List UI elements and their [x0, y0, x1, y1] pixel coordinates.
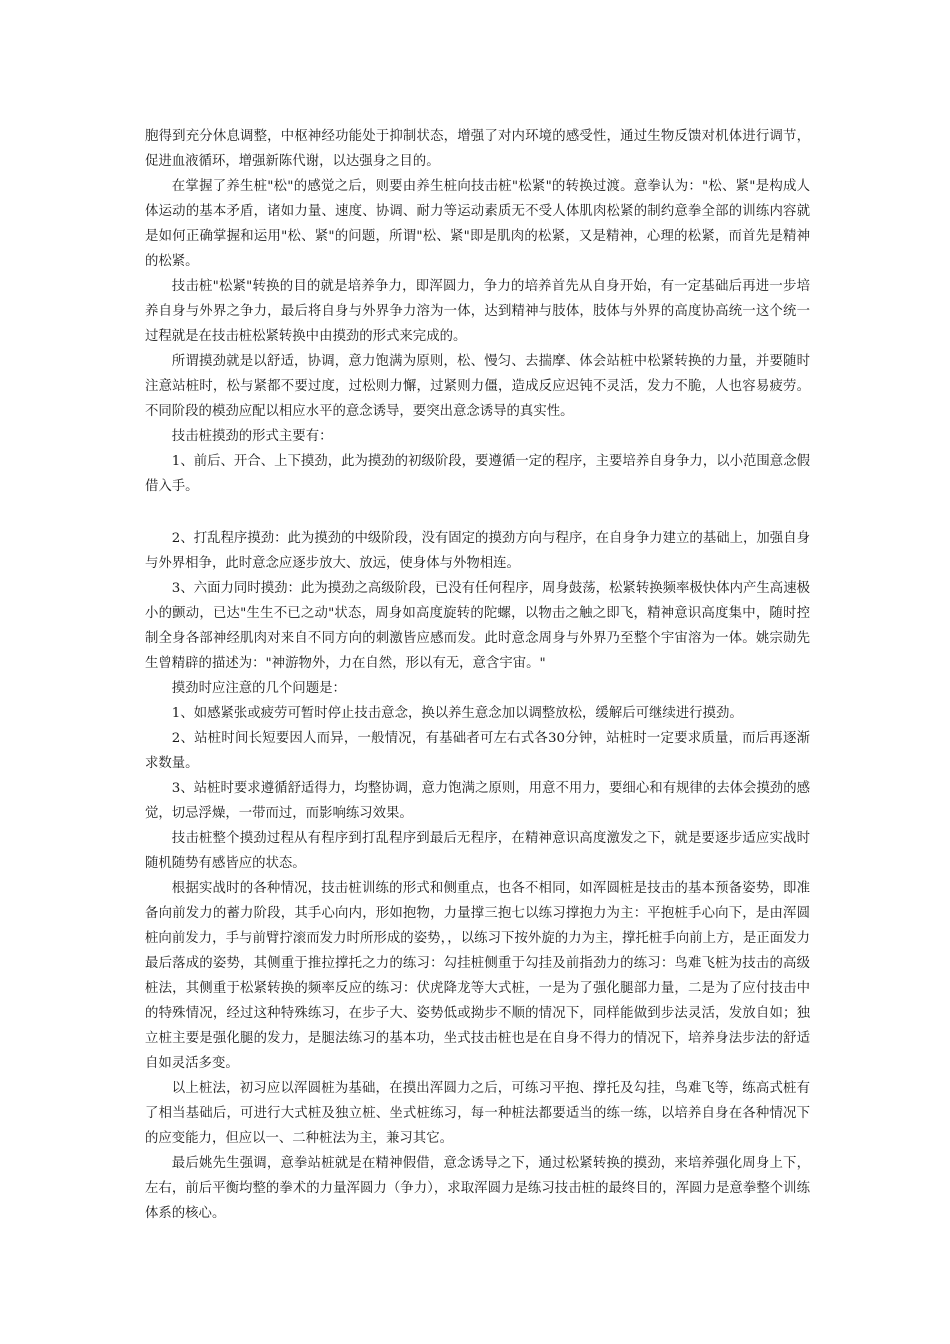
paragraph: 胞得到充分休息调整，中枢神经功能处于抑制状态，增强了对内环境的感受性，通过生物反馈对机体进行调节，促进血液循环，增强新陈代谢，以达强身之目的。 — [145, 129, 810, 169]
paragraph: 以上桩法，初习应以浑圆桩为基础，在摸出浑圆力之后，可练习平抱、撑托及勾挂，鸟难飞等，练高式桩有了相当基础后，可进行大式桩及独立桩、坐式桩练习，每一种桩法都要适当的练一练，以培养自身在各种情况下的应变能力，但应以一、二种桩法为主，兼习其它。 — [145, 1081, 810, 1146]
paragraph: 3、站桩时要求遵循舒适得力，均整协调，意力饱满之原则，用意不用力，要细心和有规律的去体会摸劲的感觉，切忌浮燥，一带而过，而影响练习效果。 — [145, 781, 810, 821]
paragraph: 技击桩"松紧"转换的目的就是培养争力，即浑圆力，争力的培养首先从自身开始，有一定基础后再进一步培养自身与外界之争力，最后将自身与外界争力溶为一体，达到精神与肢体，肢体与外界的高度协高统一这个统一过程就是在技击桩松紧转换中由摸劲的形式来完成的。 — [145, 279, 810, 344]
paragraph: 1、如感紧张或疲劳可暂时停止技击意念，换以养生意念加以调整放松，缓解后可继续进行摸劲。 — [171, 706, 743, 721]
paragraph: 2、站桩时间长短要因人而异，一般情况，有基础者可左右式各30分钟，站桩时一定要求质量，而后再逐渐求数量。 — [145, 731, 810, 771]
paragraph: 根据实战时的各种情况，技击桩训练的形式和侧重点，也各不相同，如浑圆桩是技击的基本预备姿势，即准备向前发力的蓄力阶段，其手心向内，形如抱物，力量撑三抱七以练习撑抱力为主：平抱桩手心向下，是由浑圆桩向前发力，手与前臂拧滚而发力时所形成的姿势，，以练习下按外旋的力为主，撑托桩手向前上方，是正面发力最后落成的姿势，其侧重于推拉撑托之力的练习：勾挂桩侧重于勾挂及前指劲力的练习：鸟难飞桩为技击的高级桩法，其侧重于松紧转换的频率反应的练习：伏虎降龙等大式桩，一是为了强化腿部力量，二是为了应付技击中的特殊情况，经过这种特殊练习，在步子大、姿势低或拗步不顺的情况下，同样能做到步法灵活，发放自如；独立桩主要是强化腿的发力，是腿法练习的基本功，坐式技击桩也是在自身不得力的情况下，培养身法步法的舒适自如灵活多变。 — [145, 881, 810, 1071]
paragraph: 3、六面力同时摸劲：此为摸劲之高级阶段，已没有任何程序，周身鼓荡，松紧转换频率极快体内产生高速极小的颤动，已达"生生不已之动"状态，周身如高度旋转的陀螺，以物击之触之即飞，精神意识高度集中，随时控制全身各部神经肌肉对来自不同方向的刺激皆应感而发。此时意念周身与外界乃至整个宇宙溶为一体。姚宗勋先生曾精辟的描述为："神游物外，力在自然，形以有无，意含宇宙。" — [145, 581, 810, 671]
paragraph: 2、打乱程序摸劲：此为摸劲的中级阶段，没有固定的摸劲方向与程序，在自身争力建立的基础上，加强自身与外界相争，此时意念应逐步放大、放远，使身体与外物相连。 — [145, 531, 810, 571]
document-page — [145, 124, 810, 1226]
paragraph: 技击桩摸劲的形式主要有： — [171, 429, 333, 444]
paragraph: 摸劲时应注意的几个问题是： — [171, 681, 346, 696]
paragraph: 1、前后、开合、上下摸劲，此为摸劲的初级阶段，要遵循一定的程序，主要培养自身争力，以小范围意念假借入手。 — [145, 454, 810, 494]
paragraph: 在掌握了养生桩"松"的感觉之后，则要由养生桩向技击桩"松紧"的转换过渡。意拳认为："松、紧"是构成人体运动的基本矛盾，诸如力量、速度、协调、耐力等运动素质无不受人体肌肉松紧的制约意拳全部的训练内容就是如何正确掌握和运用"松、紧"的问题，所谓"松、紧"即是肌肉的松紧，又是精神，心理的松紧，而首先是精神的松紧。 — [145, 179, 810, 269]
paragraph: 所谓摸劲就是以舒适，协调，意力饱满为原则，松、慢匀、去揣摩、体会站桩中松紧转换的力量，并要随时注意站桩时，松与紧都不要过度，过松则力懈，过紧则力僵，造成反应迟钝不灵活，发力不脆，人也容易疲劳。不同阶段的模劲应配以相应水平的意念诱导，要突出意念诱导的真实性。 — [145, 354, 810, 419]
paragraph: 技击桩整个摸劲过程从有程序到打乱程序到最后无程序，在精神意识高度激发之下，就是要逐步适应实战时随机随势有感皆应的状态。 — [145, 831, 810, 871]
paragraph: 最后姚先生强调，意拳站桩就是在精神假借，意念诱导之下，通过松紧转换的摸劲，来培养强化周身上下，左右，前后平衡均整的拳术的力量浑圆力（争力），求取浑圆力是练习技击桩的最终目的，浑圆力是意拳整个训练体系的核心。 — [145, 1156, 810, 1221]
